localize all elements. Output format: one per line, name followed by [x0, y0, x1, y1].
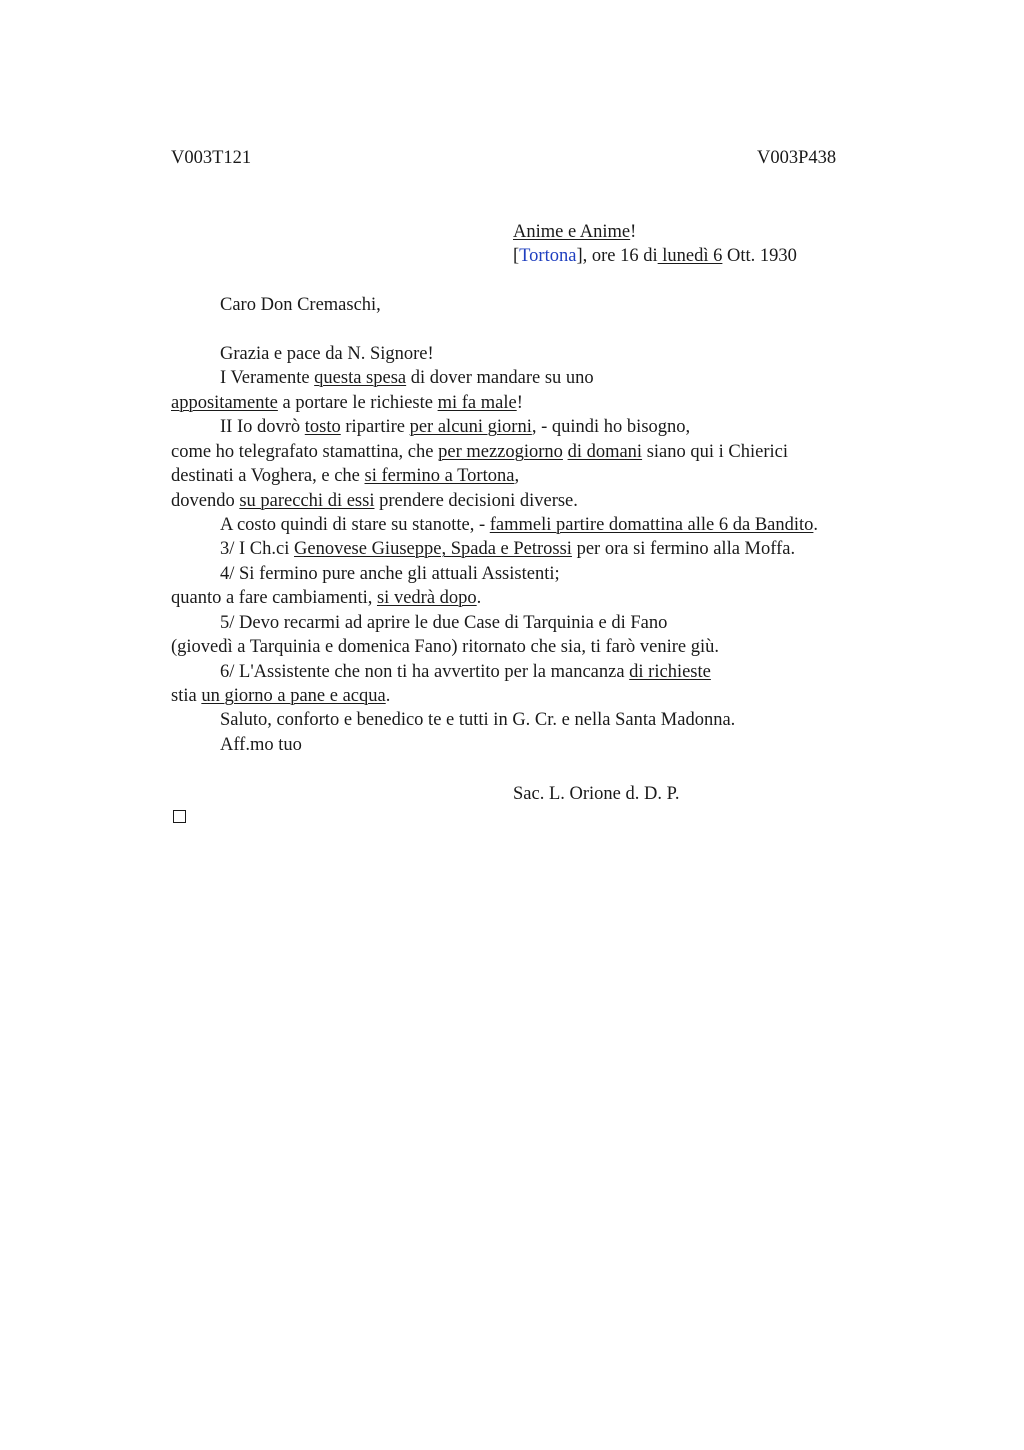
motto: Anime e Anime! — [513, 222, 637, 242]
place-name: Tortona — [519, 246, 577, 266]
letter-line: come ho telegrafato stamattina, che per mezzogiorno di domani siano qui i Chierici — [171, 442, 789, 462]
letter-line: appositamente a portare le richieste mi fa male! — [171, 393, 523, 413]
page-code-right: V003P438 — [757, 148, 837, 168]
letter-line: Saluto, conforto e benedico te e tutti in G. Cr. e nella Santa Madonna. — [220, 710, 736, 730]
letter-line: dovendo su parecchi di essi prendere decisioni diverse. — [171, 491, 578, 511]
letter-line: I Veramente questa spesa di dover mandare su uno — [220, 368, 594, 388]
letter-line: 4/ Si fermino pure anche gli attuali Assistenti; — [220, 564, 560, 584]
letter-line: II Io dovrò tosto ripartire per alcuni giorni, - quindi ho bisogno, — [220, 417, 691, 437]
signature: Sac. L. Orione d. D. P. — [513, 784, 680, 804]
letter-line: stia un giorno a pane e acqua. — [171, 686, 391, 706]
motto-text: Anime e Anime — [513, 222, 631, 242]
letter-line: Grazia e pace da N. Signore! — [220, 344, 434, 364]
salutation: Caro Don Cremaschi, — [220, 295, 381, 315]
closing: Aff.mo tuo — [220, 735, 302, 755]
document-code-left: V003T121 — [171, 148, 252, 168]
letter-line: 5/ Devo recarmi ad aprire le due Case di Tarquinia e di Fano — [220, 613, 668, 633]
letter-line: quanto a fare cambiamenti, si vedrà dopo. — [171, 588, 482, 608]
letter-line: A costo quindi di stare su stanotte, - fammeli partire domattina alle 6 da Bandito. — [220, 515, 819, 535]
empty-checkbox-icon — [173, 810, 186, 823]
date-line: [Tortona], ore 16 di lunedì 6 Ott. 1930 — [513, 246, 797, 266]
letter-line: destinati a Voghera, e che si fermino a Tortona, — [171, 466, 520, 486]
letter-line: 3/ I Ch.ci Genovese Giuseppe, Spada e Petrossi per ora si fermino alla Moffa. — [220, 539, 796, 559]
letter-line: (giovedì a Tarquinia e domenica Fano) ritornato che sia, ti farò venire giù. — [171, 637, 720, 657]
letter-line: 6/ L'Assistente che non ti ha avvertito per la mancanza di richieste — [220, 662, 711, 682]
